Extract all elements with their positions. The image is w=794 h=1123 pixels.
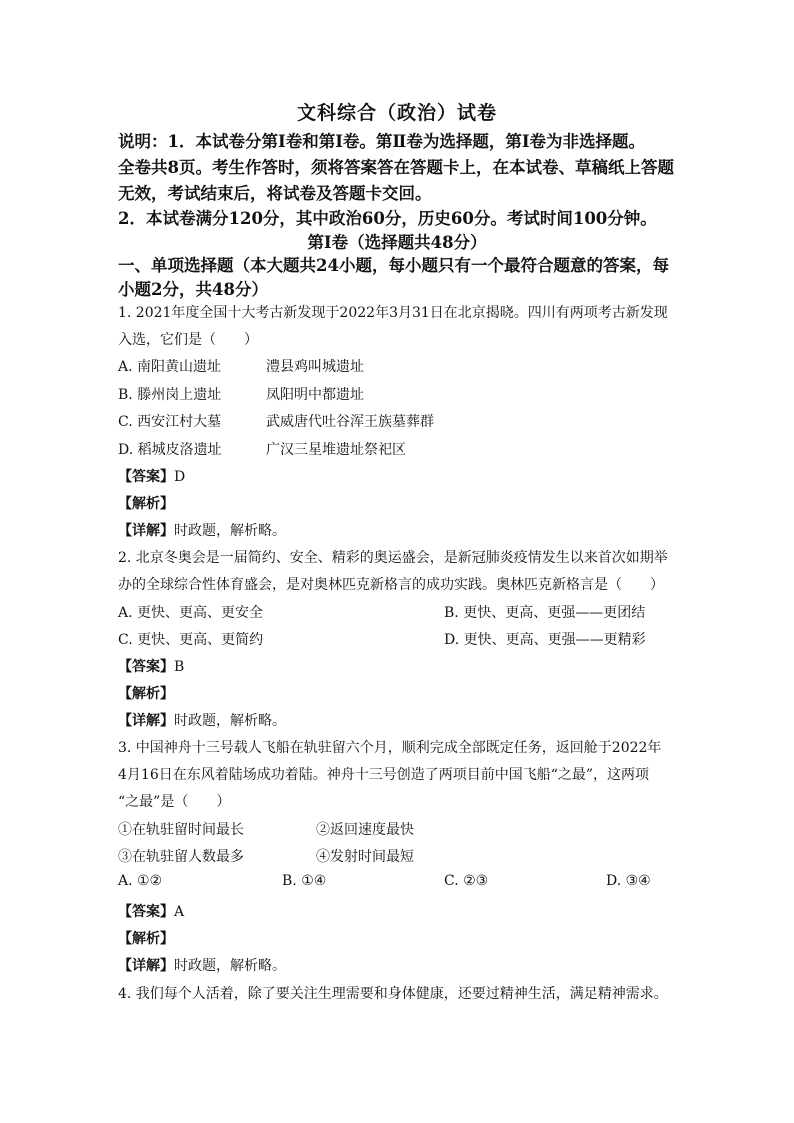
q3-stem-line-1: 3. 中国神舟十三号载人飞船在轨驻留六个月，顺利完成全部既定任务，返回舱于2022年 — [118, 740, 662, 756]
q2-detail — [118, 710, 286, 730]
q1-option-b: B. 滕州岗上遗址 — [118, 387, 222, 403]
q1-option-a: A. 南阳黄山遗址 — [118, 359, 222, 375]
q3-item-4: ④发射时间最短 — [316, 849, 414, 865]
page-title: 文科综合（政治）试卷 — [296, 102, 497, 124]
instructions-line-2: 全卷共8页。考生作答时，须将答案答在答题卡上，在本试卷、草稿纸上答题 — [118, 158, 674, 177]
q3-detail — [118, 955, 286, 975]
q2-stem-line-2: 办的全球综合性体育盛会，是对奥林匹克新格言的成功实践。奥林匹克新格言是（ ） — [118, 577, 664, 593]
q3-item-2: ②返回速度最快 — [316, 822, 414, 838]
q1-option-d-pair: 广汉三星堆遗址祭祀区 — [266, 442, 406, 458]
answer-tag: 【答案】 — [118, 469, 174, 485]
detail-tag: 【详解】 — [118, 958, 174, 974]
q3-item-1: ①在轨驻留时间最长 — [118, 822, 244, 838]
answer-value: D — [174, 469, 186, 485]
q2-analysis-tag: 【解析】 — [118, 686, 174, 702]
answer-tag: 【答案】 — [118, 904, 174, 920]
q1-option-b-pair: 凤阳明中都遗址 — [266, 387, 364, 403]
instructions-line-3: 无效，考试结束后，将试卷及答题卡交回。 — [118, 184, 432, 203]
answer-tag: 【答案】 — [118, 659, 174, 675]
q1-stem-line-2: 入选，它们是（ ） — [118, 332, 258, 348]
q3-analysis-tag: 【解析】 — [118, 931, 174, 947]
q2-option-c: C. 更快、更高、更简约 — [118, 632, 264, 648]
instructions-line-4: 2．本试卷满分120分，其中政治60分，历史60分。考试时间100分钟。 — [118, 209, 657, 228]
detail-text: 时政题，解析略。 — [174, 958, 286, 974]
q1-option-a-pair: 澧县鸡叫城遗址 — [266, 359, 364, 375]
q3-option-d: D. ③④ — [606, 873, 651, 889]
q1-detail — [118, 520, 286, 540]
q2-stem-line-1: 2. 北京冬奥会是一届简约、安全、精彩的奥运盛会，是新冠肺炎疫情发生以来首次如期举 — [118, 550, 668, 566]
q3-stem-line-3: “之最”是（ ） — [118, 794, 231, 810]
answer-value: B — [174, 659, 185, 675]
instructions-line-1: 说明：1．本试卷分第Ⅰ卷和第Ⅰ卷。第Ⅱ卷为选择题，第Ⅰ卷为非选择题。 — [118, 132, 646, 151]
q3-option-a: A. ①② — [118, 873, 163, 889]
q3-option-b: B. ①④ — [282, 873, 327, 889]
q2-option-b: B. 更快、更高、更强——更团结 — [444, 605, 646, 621]
part-title-line-2: 小题2分，共48分） — [118, 280, 268, 299]
q1-answer — [118, 466, 185, 486]
q3-stem-line-2: 4月16日在东风着陆场成功着陆。神舟十三号创造了两项目前中国飞船“之最”，这两项 — [118, 767, 650, 783]
detail-tag: 【详解】 — [118, 713, 174, 729]
q2-option-a: A. 更快、更高、更安全 — [118, 605, 264, 621]
detail-text: 时政题，解析略。 — [174, 523, 286, 539]
q1-option-c-pair: 武威唐代吐谷浑王族墓葬群 — [266, 414, 434, 430]
part-title-line-1: 一、单项选择题（本大题共24小题，每小题只有一个最符合题意的答案，每 — [118, 256, 669, 275]
q2-answer — [118, 656, 184, 676]
detail-text: 时政题，解析略。 — [174, 713, 286, 729]
q1-stem-line-1: 1. 2021年度全国十大考古新发现于2022年3月31日在北京揭晓。四川有两项考古新发现 — [118, 305, 668, 321]
q1-option-d: D. 稻城皮洛遗址 — [118, 442, 222, 458]
q1-analysis-tag: 【解析】 — [118, 496, 174, 512]
section-title: 第Ⅰ卷（选择题共48分） — [307, 233, 487, 252]
q3-answer — [118, 901, 184, 921]
q4-stem-line-1: 4. 我们每个人活着，除了要关注生理需要和身体健康，还要过精神生活，满足精神需求。 — [118, 986, 668, 1002]
q2-option-d: D. 更快、更高、更强——更精彩 — [444, 632, 646, 648]
q1-option-c: C. 西安江村大墓 — [118, 414, 222, 430]
q3-item-3: ③在轨驻留人数最多 — [118, 849, 244, 865]
detail-tag: 【详解】 — [118, 523, 174, 539]
q3-option-c: C. ②③ — [444, 873, 489, 889]
answer-value: A — [174, 904, 185, 920]
